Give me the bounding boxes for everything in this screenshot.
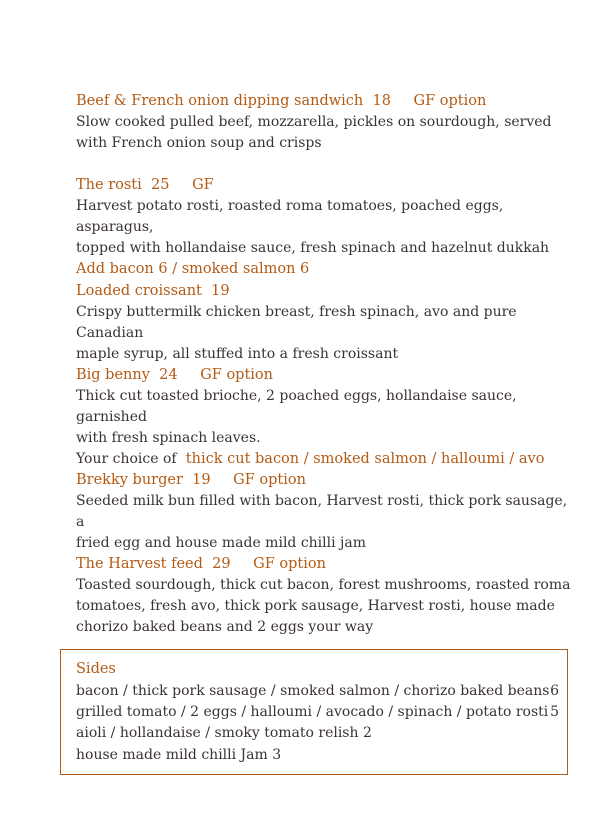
- description-line: with French onion soup and crisps: [76, 135, 322, 151]
- description-line: Crispy buttermilk chicken breast, fresh spinach, avo and pure Canadian: [76, 304, 517, 341]
- description-line: with fresh spinach leaves.: [76, 430, 261, 446]
- menu-item-loaded-croissant: [76, 281, 576, 365]
- item-description: [76, 112, 576, 154]
- item-title: [76, 554, 576, 575]
- description-line: chorizo baked beans and 2 eggs your way: [76, 619, 374, 635]
- item-tag: GF option: [200, 367, 274, 383]
- description-line: tomatoes, fresh avo, thick pork sausage, Harvest rosti, house made: [76, 598, 555, 614]
- menu-item-rosti: [76, 175, 576, 280]
- item-description: [76, 196, 576, 259]
- item-price: 25: [151, 177, 170, 193]
- description-line: Thick cut toasted brioche, 2 poached eggs, hollandaise sauce, garnished: [76, 388, 517, 425]
- choice-options: thick cut bacon / smoked salmon / halloumi / avo: [185, 451, 545, 467]
- sides-box: [60, 649, 568, 775]
- choice-prefix: Your choice of: [76, 451, 177, 467]
- description-line: Slow cooked pulled beef, mozzarella, pickles on sourdough, served: [76, 114, 552, 130]
- item-tag: GF option: [233, 472, 306, 488]
- menu-item-harvest-feed: [76, 554, 576, 638]
- side-line: house made mild chilli Jam 3: [76, 747, 282, 763]
- side-price: 6: [550, 683, 559, 699]
- description-line: Toasted sourdough, thick cut bacon, forest mushrooms, roasted roma: [76, 577, 571, 593]
- description-line: maple syrup, all stuffed into a fresh croissant: [76, 346, 399, 362]
- description-line: fried egg and house made mild chilli jam: [76, 535, 367, 551]
- item-name: Big benny: [76, 367, 150, 383]
- item-title: [76, 470, 576, 491]
- item-name: Brekky burger: [76, 472, 183, 488]
- item-tag: GF option: [253, 556, 326, 572]
- item-description: [76, 575, 576, 638]
- item-price: 18: [372, 93, 391, 109]
- item-name: Beef & French onion dipping sandwich: [76, 93, 364, 109]
- side-price: 5: [550, 704, 559, 720]
- menu-item-big-benny: [76, 365, 576, 470]
- menu-item-brekky-burger: [76, 470, 576, 554]
- description-line: Harvest potato rosti, roasted roma tomatoes, poached eggs, asparagus,: [76, 198, 504, 235]
- item-description: [76, 491, 576, 554]
- item-addon: Add bacon 6 / smoked salmon 6: [76, 261, 310, 277]
- item-name: Loaded croissant: [76, 283, 202, 299]
- menu-item-beef-sandwich: [76, 91, 576, 154]
- item-title: [76, 175, 576, 196]
- item-tag: GF: [192, 177, 214, 193]
- item-description: [76, 386, 576, 449]
- item-price: 29: [212, 556, 231, 572]
- item-choice: [76, 449, 576, 470]
- item-title: [76, 365, 576, 386]
- item-price: 19: [192, 472, 211, 488]
- item-tag: GF option: [413, 93, 487, 109]
- item-title: [76, 281, 576, 302]
- item-name: The rosti: [76, 177, 142, 193]
- item-description: [76, 302, 576, 365]
- item-price: 24: [159, 367, 178, 383]
- sides-title: Sides: [76, 661, 116, 677]
- description-line: Seeded milk bun filled with bacon, Harvest rosti, thick pork sausage, a: [76, 493, 568, 530]
- item-title: [76, 91, 576, 112]
- item-name: The Harvest feed: [76, 556, 203, 572]
- side-line: aioli / hollandaise / smoky tomato relish 2: [76, 725, 372, 741]
- side-line: grilled tomato / 2 eggs / halloumi / avocado / spinach / potato rosti: [76, 704, 549, 720]
- item-price: 19: [211, 283, 230, 299]
- description-line: topped with hollandaise sauce, fresh spinach and hazelnut dukkah: [76, 240, 550, 256]
- side-line: bacon / thick pork sausage / smoked salmon / chorizo baked beans: [76, 683, 550, 699]
